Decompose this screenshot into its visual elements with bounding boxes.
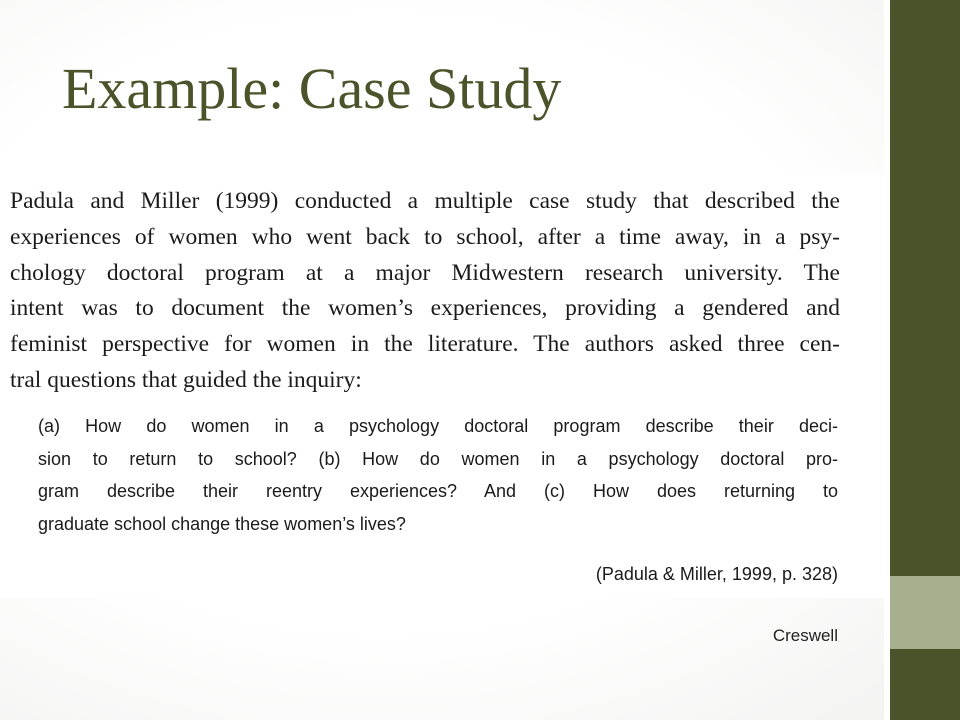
book-excerpt-image [0,174,884,598]
question-line: gram describe their reentry experiences? And (c) How does returning to [38,481,838,501]
excerpt-intro-paragraph [10,184,840,399]
intro-line: intent was to document the women’s experiences, providing a gendered and [10,295,840,322]
intro-line: chology doctoral program at a major Midwestern research university. The [10,259,840,286]
question-line: (a) How do women in a psychology doctoral program describe their deci- [38,416,838,436]
side-accent-block [890,576,960,649]
intro-line: experiences of women who went back to school, after a time away, in a psy- [10,223,840,250]
excerpt-research-questions [38,410,838,540]
source-attribution: Creswell [772,626,838,645]
question-line: sion to return to school? (b) How do women in a psychology doctoral pro- [38,448,838,469]
intro-line: Padula and Miller (1999) conducted a multiple case study that described the [10,188,840,214]
slide-title: Example: Case Study [62,56,562,121]
question-line: graduate school change these women’s lives? [38,513,406,534]
excerpt-citation: (Padula & Miller, 1999, p. 328) [595,564,838,584]
intro-line: tral questions that guided the inquiry: [10,366,362,393]
intro-line: feminist perspective for women in the literature. The authors asked three cen- [10,331,840,358]
